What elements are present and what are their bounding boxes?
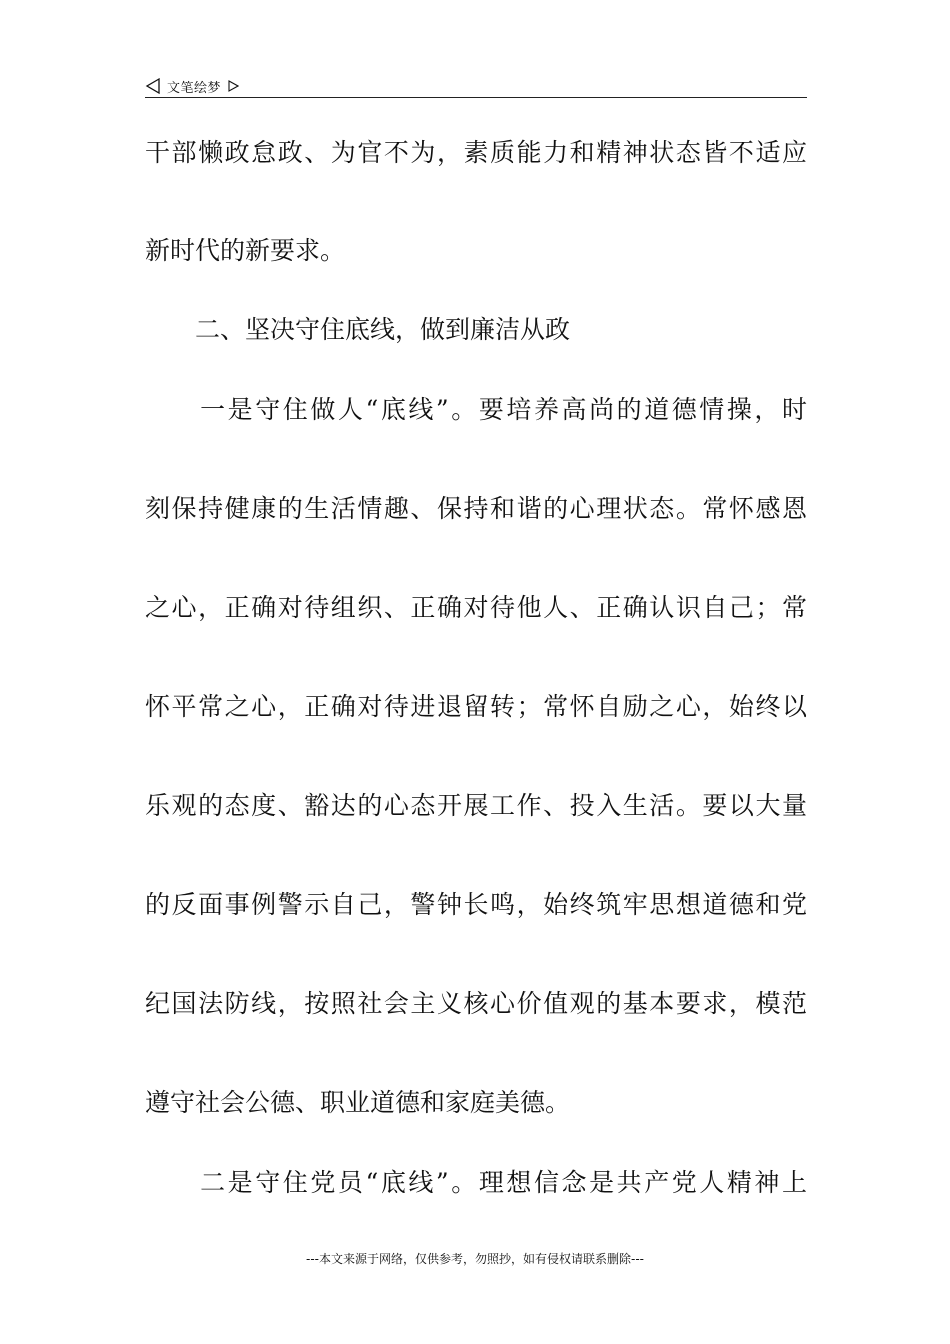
triangle-right-icon: [227, 80, 239, 92]
body-line: 新时代的新要求。: [145, 236, 346, 265]
header-rule: [145, 97, 807, 98]
body-line: 之心，正确对待组织、正确对待他人、正确认识自己；常: [145, 593, 807, 622]
body-line: 怀平常之心，正确对待进退留转；常怀自励之心，始终以: [145, 692, 807, 721]
section-heading: 二、坚决守住底线，做到廉洁从政: [145, 315, 571, 344]
body-line: 乐观的态度、豁达的心态开展工作、投入生活。要以大量: [145, 791, 807, 820]
body-line: 干部懒政怠政、为官不为，素质能力和精神状态皆不适应: [145, 138, 807, 167]
document-header: [145, 74, 807, 98]
body-line: 刻保持健康的生活情趣、保持和谐的心理状态。常怀感恩: [145, 494, 807, 523]
header-title: 文笔绘梦: [167, 80, 222, 96]
footer-disclaimer: ---本文来源于网络，仅供参考，勿照抄，如有侵权请联系删除---: [306, 1252, 644, 1266]
body-line: 纪国法防线，按照社会主义核心价值观的基本要求，模范: [145, 989, 807, 1018]
body-line: 的反面事例警示自己，警钟长鸣，始终筑牢思想道德和党: [145, 890, 807, 919]
body-line: 遵守社会公德、职业道德和家庭美德。: [145, 1088, 571, 1117]
body-line: 二是守住党员“底线”。理想信念是共产党人精神上: [145, 1168, 807, 1197]
body-line: 一是守住做人“底线”。要培养高尚的道德情操，时: [145, 395, 807, 424]
triangle-left-icon: [145, 78, 161, 94]
